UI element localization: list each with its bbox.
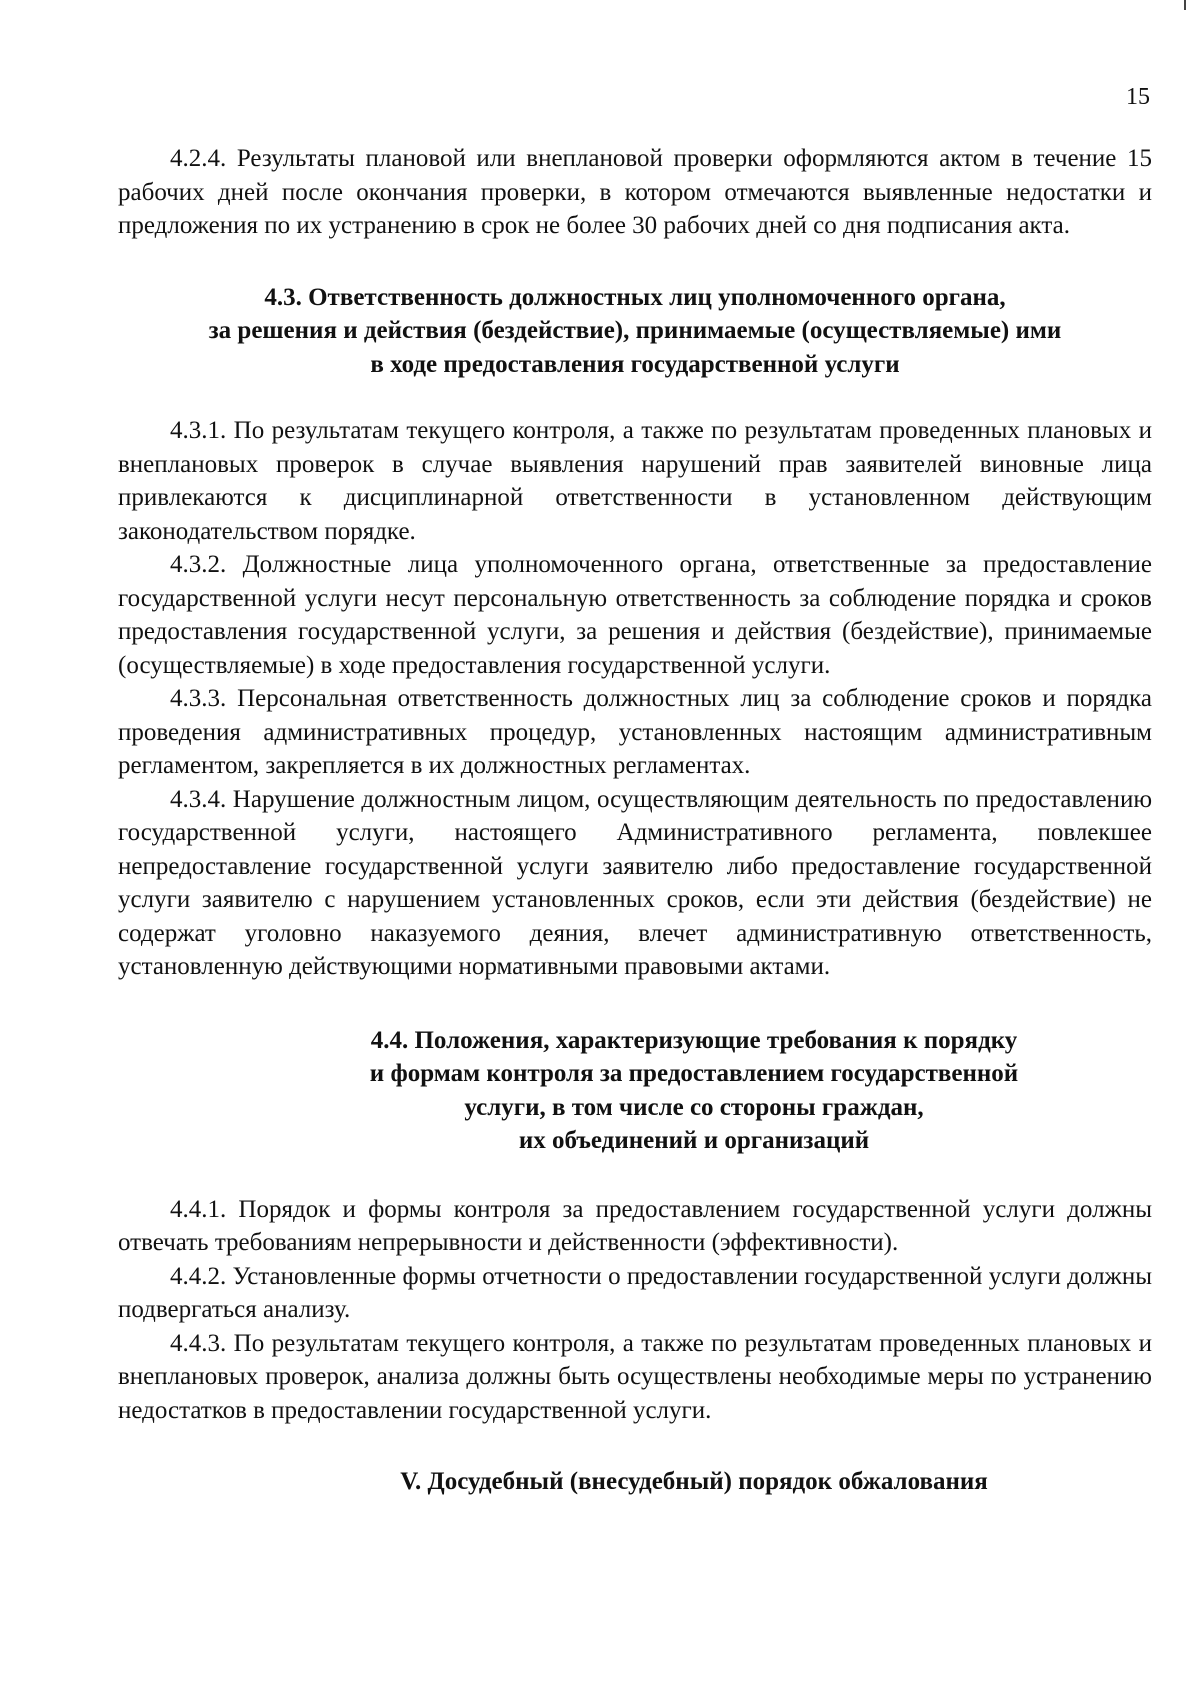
paragraph-4-3-3: 4.3.3. Персональная ответственность должностных лиц за соблюдение сроков и порядка проведения административных процедур, установленных настоящим административным регламентом, закрепляется в их должностных регламентах.	[118, 685, 1152, 779]
heading-line: 4.4. Положения, характеризующие требования к порядку	[370, 1026, 1018, 1054]
heading-line: в ходе предоставления государственной услуги	[370, 350, 900, 378]
heading-line: услуги, в том числе со стороны граждан,	[464, 1093, 924, 1121]
heading-line: V. Досудебный (внесудебный) порядок обжалования	[400, 1468, 988, 1495]
section-heading-4-3	[118, 281, 1152, 382]
paragraph-4-2-4: 4.2.4. Результаты плановой или внеплановой проверки оформляются актом в течение 15 рабочих дней после окончания проверки, в котором отмечаются выявленные недостатки и предложения по их устранению в срок не более 30 рабочих дней со дня подписания акта.	[118, 145, 1152, 239]
page-number: 15	[1126, 84, 1150, 110]
paragraph-4-4-1: 4.4.1. Порядок и формы контроля за предоставлением государственной услуги должны отвечать требованиям непрерывности и действенности (эффективности).	[118, 1195, 1152, 1256]
paragraph-4-3-1: 4.3.1. По результатам текущего контроля, а также по результатам проведенных плановых и внеплановых проверок в случае выявления нарушений прав заявителей виновные лица привлекаются к дисциплинарной ответственности в установленном действующим законодательством порядке.	[118, 417, 1152, 545]
scan-artifact-mark	[1184, 0, 1186, 10]
heading-line: 4.3. Ответственность должностных лиц уполномоченного органа,	[264, 283, 1006, 311]
paragraph-4-3-4: 4.3.4. Нарушение должностным лицом, осуществляющим деятельность по предоставлению государственной услуги, настоящего Административного регламента, повлекшее непредоставление государственной услуги заявителю либо предоставление государственной услуги заявителю с нарушением установленных сроков, если эти действия (бездействие) не содержат уголовно наказуемого деяния, влечет административную ответственность, установленную действующими нормативными правовыми актами.	[118, 785, 1152, 980]
paragraph-4-4-3: 4.4.3. По результатам текущего контроля, а также по результатам проведенных плановых и внеплановых проверок, анализа должны быть осуществлены необходимые меры по устранению недостатков в предоставлении государственной услуги.	[118, 1329, 1152, 1424]
section-heading-4-4	[118, 1024, 1152, 1158]
paragraph-4-3-2: 4.3.2. Должностные лица уполномоченного органа, ответственные за предоставление государственной услуги несут персональную ответственность за соблюдение порядка и сроков предоставления государственной услуги, за решения и действия (бездействие), принимаемые (осуществляемые) в ходе предоставления государственной услуги.	[118, 551, 1152, 679]
heading-line: и формам контроля за предоставлением государственной	[369, 1060, 1019, 1087]
document-body	[118, 142, 1152, 1499]
section-heading-v	[118, 1465, 1152, 1499]
paragraph-4-4-2: 4.4.2. Установленные формы отчетности о предоставлении государственной услуги должны подвергаться анализу.	[118, 1262, 1152, 1323]
heading-line: за решения и действия (бездействие), принимаемые (осуществляемые) ими	[208, 317, 1062, 344]
heading-line: их объединений и организаций	[518, 1127, 870, 1154]
